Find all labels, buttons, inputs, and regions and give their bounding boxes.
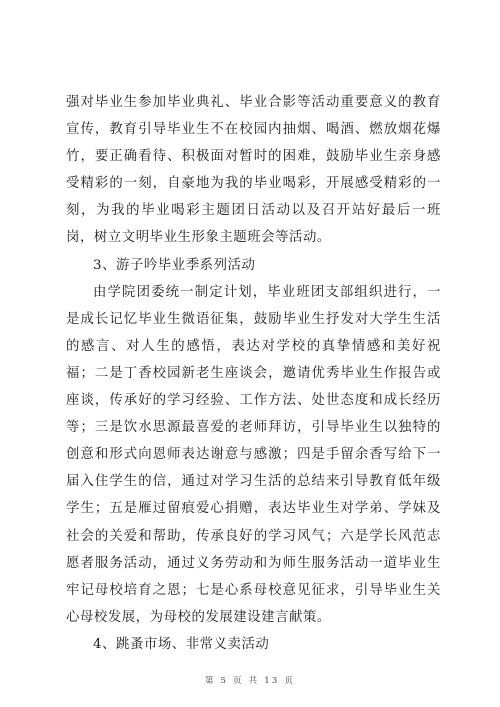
paragraph-activities: 由学院团委统一制定计划，毕业班团支部组织进行，一是成长记忆毕业生微语征集，鼓励毕业生抒发对大学生生活的感言、对人生的感悟，表达对学校的真挚情感和美好祝福；二是丁香校园新老生座谈会，邀请优秀毕业生作报告或座谈，传承好的学习经验、工作方法、处世态度和成长经历等；三是饮水思源最喜爱的老师拜访，引导毕业生以独特的创意和形式向恩师表达谢意与感激；四是手留余香写给下一届入住学生的信，通过对学习生活的总结来引导教育低年级学生；五是雁过留痕爱心捐赠，表达毕业生对学弟、学妹及社会的关爱和帮助，传承良好的学习风气；六是学长风范志愿者服务活动，通过义务劳动和为师生服务活动一道毕业生牢记母校培育之恩；七是心系母校意见征求，引导毕业生关心母校发展，为母校的发展建设建言献策。 <box>66 284 441 625</box>
section-heading-4: 4、跳蚤市场、非常义卖活动 <box>93 636 270 652</box>
page-footer: 第 5 页 共 13 页 <box>204 676 296 686</box>
document-body <box>66 89 441 658</box>
section-heading-3: 3、游子吟毕业季系列活动 <box>93 257 256 273</box>
paragraph-continued: 强对毕业生参加毕业典礼、毕业合影等活动重要意义的教育宣传，教育引导毕业生不在校园内抽烟、喝酒、燃放烟花爆竹，要正确看待、积极面对暂时的困难，鼓励毕业生亲身感受精彩的一刻，自豪地为我的毕业喝彩，开展感受精彩的一刻，为我的毕业喝彩主题团日活动以及召开站好最后一班岗，树立文明毕业生形象主题班会等活动。 <box>66 95 441 246</box>
